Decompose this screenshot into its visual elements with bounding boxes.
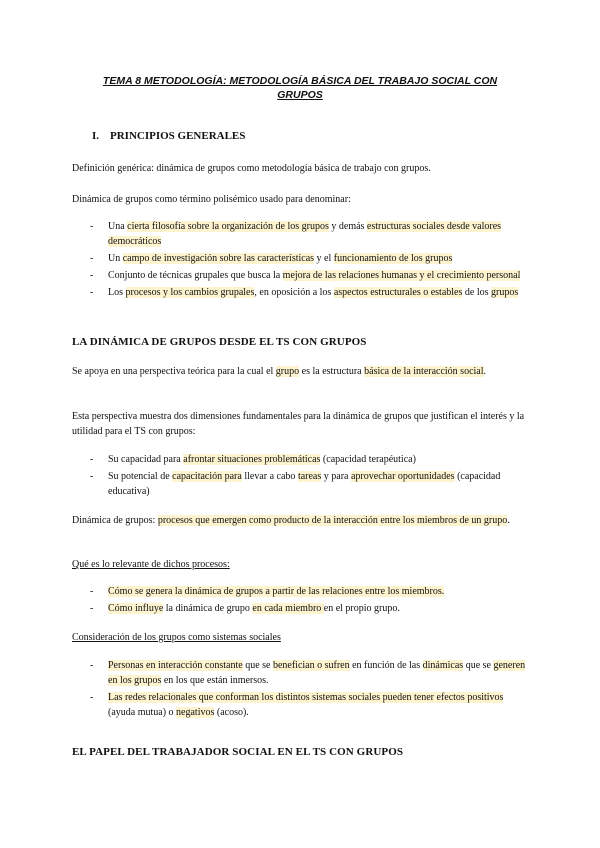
text-run: Su capacidad para <box>108 454 184 465</box>
list-item <box>72 690 532 720</box>
polysemic-list <box>72 219 532 302</box>
text-run: , en oposición a los <box>254 287 334 298</box>
highlighted-text: estructuras sociales desde valores democráticos <box>108 221 502 247</box>
text-run: de los <box>462 287 491 298</box>
highlighted-text: grupo <box>275 366 300 377</box>
social-systems-list <box>72 658 532 722</box>
social-systems-heading: Consideración de los grupos como sistemas sociales <box>72 632 281 643</box>
list-item <box>72 658 532 688</box>
text-run: en función de las <box>349 660 423 671</box>
highlighted-text: benefician o sufren <box>272 660 350 671</box>
list-item <box>72 469 532 499</box>
text-run: y el <box>314 253 334 264</box>
text-run: y para <box>321 471 351 482</box>
dimensions-intro-paragraph: Esta perspectiva muestra dos dimensiones fundamentales para la dinámica de grupos que justifican el interés y la utilidad para el TS con grupos: <box>72 411 525 437</box>
highlighted-text: aspectos estructurales o estables <box>333 287 463 298</box>
text-run: Los <box>108 287 126 298</box>
text-run: . <box>483 366 487 377</box>
text-run: Su potencial de <box>108 471 173 482</box>
text-run: (capacidad terapéutica) <box>320 454 416 465</box>
list-item <box>72 268 532 283</box>
highlighted-text: Cómo se genera la dinámica de grupos a partir de las relaciones entre los miembros. <box>108 586 445 597</box>
section-heading-papel: EL PAPEL DEL TRABAJADOR SOCIAL EN EL TS CON GRUPOS <box>72 746 404 758</box>
highlighted-text: mejora de las relaciones humanas y el crecimiento personal <box>282 270 521 281</box>
highlighted-text: generen en los grupos <box>108 660 526 686</box>
dimensions-list <box>72 452 532 501</box>
text-run: llevar a cabo <box>241 471 298 482</box>
definition-paragraph: Definición genérica: dinámica de grupos como metodología básica de trabajo con grupos. <box>72 163 431 174</box>
text-run: es la estructura <box>299 366 365 377</box>
text-run: . <box>507 515 510 526</box>
highlighted-text: campo de investigación sobre las características <box>122 253 315 264</box>
polysemic-intro-paragraph: Dinámica de grupos como término polisémico usado para denominar: <box>72 194 351 205</box>
text-run: Un <box>108 253 123 264</box>
text-run: Una <box>108 221 128 232</box>
highlighted-text: tareas <box>297 471 322 482</box>
list-item <box>72 219 532 249</box>
section-number: I. <box>92 130 100 142</box>
highlighted-text: cierta filosofía sobre la organización de los grupos <box>127 221 329 232</box>
highlighted-text: en cada miembro <box>252 603 324 614</box>
highlighted-text: aprovechar oportunidades <box>350 471 455 482</box>
highlighted-text: procesos y los cambios grupales <box>125 287 255 298</box>
highlighted-text: capacitación para <box>172 471 242 482</box>
text-run: (ayuda mutua) o <box>108 707 177 718</box>
highlighted-text: dinámicas <box>422 660 464 671</box>
relevant-processes-list <box>72 584 532 618</box>
highlighted-text: funcionamiento de los grupos <box>333 253 453 264</box>
list-item <box>72 285 532 300</box>
document-title: TEMA 8 METODOLOGÍA: METODOLOGÍA BÁSICA DEL TRABAJO SOCIAL CON GRUPOS <box>102 75 498 101</box>
text-run: Conjunto de técnicas grupales que busca la <box>108 270 283 281</box>
list-item <box>72 601 532 616</box>
highlighted-text: Las redes relacionales que conforman los distintos sistemas sociales pueden tener efectos positivos <box>108 692 504 703</box>
text-run: (capacidad educativa) <box>108 471 501 497</box>
text-run: Dinámica de grupos: <box>72 515 158 526</box>
highlighted-text: Personas en interacción constante <box>108 660 243 671</box>
text-run: que se <box>242 660 273 671</box>
text-run: y demás <box>328 221 367 232</box>
highlighted-text: negativos <box>176 707 215 718</box>
highlighted-text: grupos <box>491 287 519 298</box>
section-heading-text: PRINCIPIOS GENERALES <box>110 130 246 142</box>
relevant-processes-heading: Qué es lo relevante de dichos procesos: <box>72 559 230 570</box>
list-item <box>72 251 532 266</box>
section-heading-dinamica: LA DINÁMICA DE GRUPOS DESDE EL TS CON GRUPOS <box>72 336 367 348</box>
perspective-paragraph <box>72 364 532 379</box>
highlighted-text: básica de la interacción social <box>364 366 484 377</box>
highlighted-text: procesos que emergen como producto de la interacción entre los miembros de un grupo <box>157 515 508 526</box>
text-run: Se apoya en una perspectiva teórica para la cual el <box>72 366 276 377</box>
text-run: en el propio grupo. <box>323 603 400 614</box>
list-item <box>72 584 532 599</box>
text-run: (acoso). <box>214 707 249 718</box>
highlighted-text: Cómo influye <box>108 603 164 614</box>
text-run: la dinámica de grupo <box>163 603 253 614</box>
highlighted-text: afrontar situaciones problemáticas <box>183 454 321 465</box>
section-heading-principios <box>92 129 245 144</box>
text-run: en los que están inmersos. <box>161 675 269 686</box>
list-item <box>72 452 532 467</box>
group-dynamics-definition <box>72 513 532 528</box>
text-run: que se <box>463 660 494 671</box>
